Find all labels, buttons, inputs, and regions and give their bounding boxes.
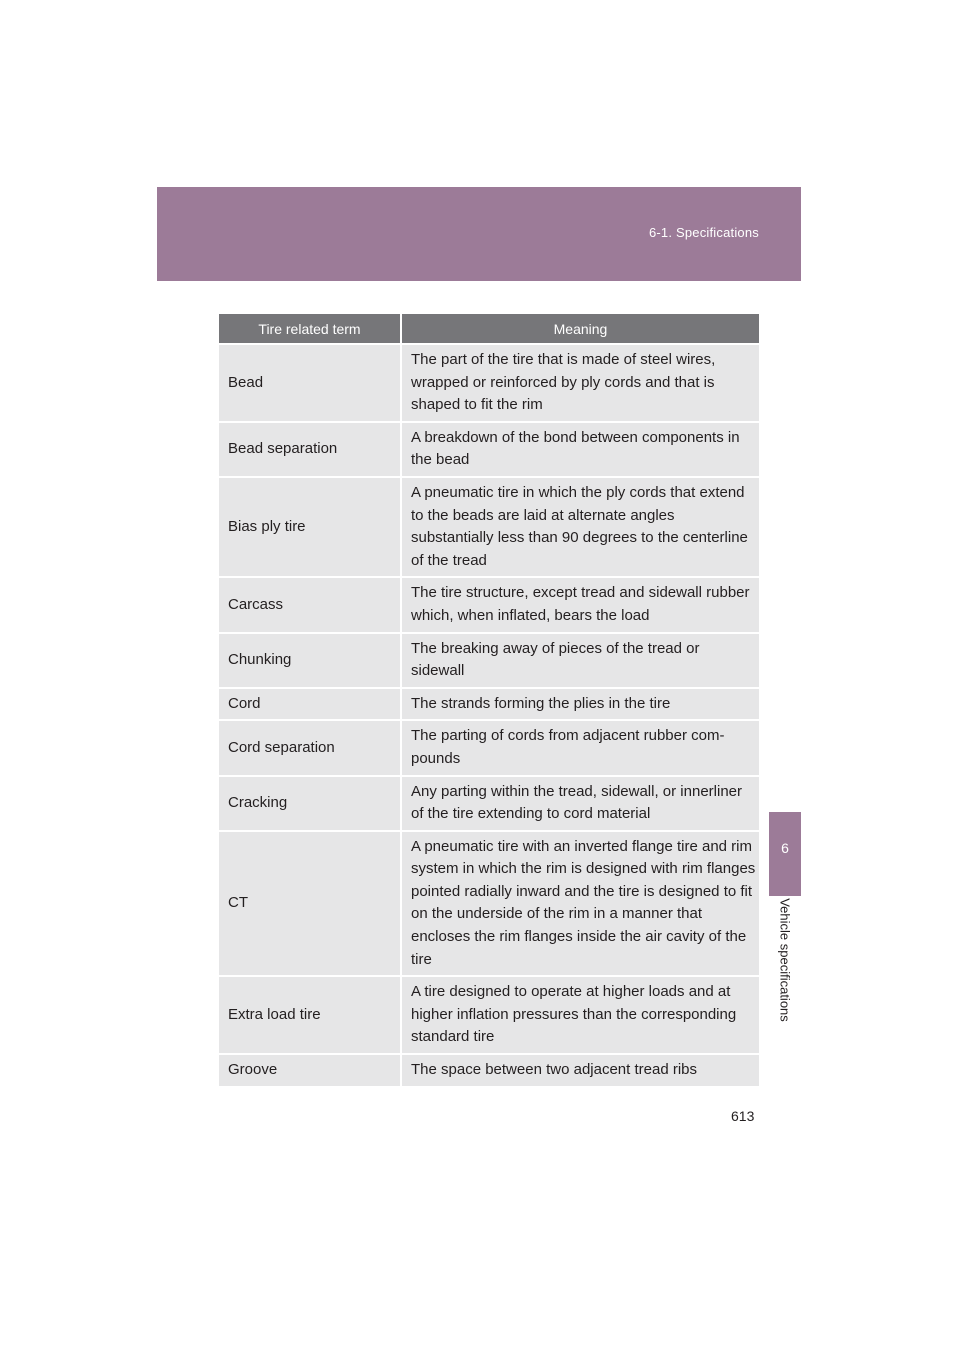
table-row	[219, 1055, 759, 1086]
meaning-cell: The tire structure, except tread and sidewall rubber which, when inflated, bears the load	[400, 578, 759, 631]
term-cell: Bead	[219, 345, 400, 421]
table-row	[219, 977, 759, 1053]
chapter-label: Vehicle specifications	[777, 898, 793, 1022]
chapter-number: 6	[781, 840, 789, 856]
meaning-cell: A breakdown of the bond between components in the bead	[400, 423, 759, 476]
term-cell: Carcass	[219, 578, 400, 631]
term-cell: Cord	[219, 689, 400, 720]
meaning-cell: The parting of cords from adjacent rubber com-pounds	[400, 721, 759, 774]
table-row	[219, 777, 759, 830]
header-term: Tire related term	[219, 314, 400, 343]
table-row	[219, 634, 759, 687]
term-cell: Bead separation	[219, 423, 400, 476]
section-header-band	[157, 187, 801, 281]
term-cell: Cord separation	[219, 721, 400, 774]
header-meaning: Meaning	[400, 314, 759, 343]
term-cell: Bias ply tire	[219, 478, 400, 576]
term-cell: Chunking	[219, 634, 400, 687]
table-row	[219, 689, 759, 720]
tire-terms-table	[219, 312, 759, 1088]
term-cell: Cracking	[219, 777, 400, 830]
term-cell: CT	[219, 832, 400, 976]
section-title: 6-1. Specifications	[648, 225, 759, 240]
meaning-cell: Any parting within the tread, sidewall, or innerliner of the tire extending to cord material	[400, 777, 759, 830]
meaning-cell: The space between two adjacent tread ribs	[400, 1055, 759, 1086]
meaning-cell: The part of the tire that is made of steel wires, wrapped or reinforced by ply cords and that is shaped to fit the rim	[400, 345, 759, 421]
meaning-cell: The strands forming the plies in the tire	[400, 689, 759, 720]
page-number: 613	[731, 1108, 755, 1124]
chapter-tab	[769, 812, 801, 896]
term-cell: Extra load tire	[219, 977, 400, 1053]
table-row	[219, 721, 759, 774]
table-row	[219, 478, 759, 576]
term-cell: Groove	[219, 1055, 400, 1086]
meaning-cell: A tire designed to operate at higher loads and at higher inflation pressures than the corresponding standard tire	[400, 977, 759, 1053]
meaning-cell: The breaking away of pieces of the tread or sidewall	[400, 634, 759, 687]
table-row	[219, 345, 759, 421]
table-header-row	[219, 314, 759, 343]
meaning-cell: A pneumatic tire with an inverted flange tire and rim system in which the rim is designed with rim flanges pointed radially inward and the tire is designed to fit on the underside of the rim in a manner that encloses the rim flanges inside the air cavity of the tire	[400, 832, 759, 976]
table-row	[219, 832, 759, 976]
table-row	[219, 578, 759, 631]
table-row	[219, 423, 759, 476]
meaning-cell: A pneumatic tire in which the ply cords that extend to the beads are laid at alternate angles substantially less than 90 degrees to the centerline of the tread	[400, 478, 759, 576]
